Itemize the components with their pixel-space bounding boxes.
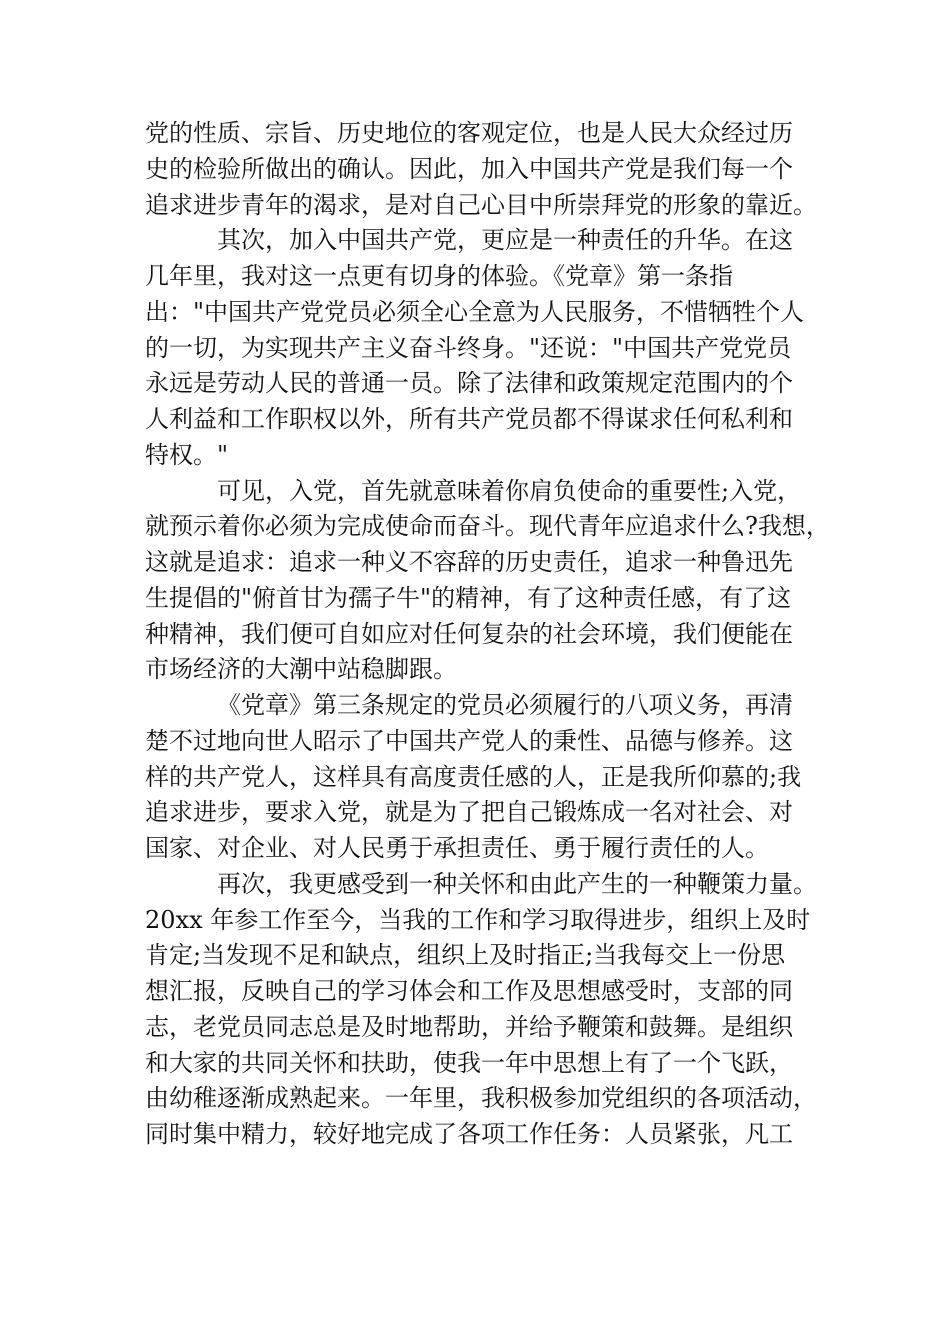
text-line: 和大家的共同关怀和扶助，使我一年中思想上有了一个飞跃， (145, 1048, 793, 1077)
text-line: 生提倡的"俯首甘为孺子牛"的精神，有了这种责任感，有了这 (145, 583, 792, 612)
text-line: 这就是追求：追求一种义不容辞的历史责任，追求一种鲁迅先 (145, 548, 793, 576)
text-line: 想汇报，反映自己的学习体会和工作及思想感受时，支部的同 (145, 977, 793, 1005)
text-line: 的一切，为实现共产主义奋斗终身。"还说："中国共产党党员 (145, 333, 792, 362)
text-line: 特权。" (145, 440, 229, 469)
text-line: 志，老党员同志总是及时地帮助，并给予鞭策和鼓舞。是组织 (145, 1012, 793, 1041)
text-line: 史的检验所做出的确认。因此，加入中国共产党是我们每一个 (145, 154, 793, 183)
text-line: 由幼稚逐渐成熟起来。一年里，我积极参加党组织的各项活动， (145, 1084, 817, 1113)
text-line: 种精神，我们便可自如应对任何复杂的社会环境，我们便能在 (145, 619, 793, 648)
text-line: 楚不过地向世人昭示了中国共产党人的秉性、品德与修养。这 (145, 726, 793, 755)
text-line: 党的性质、宗旨、历史地位的客观定位，也是人民大众经过历 (145, 119, 793, 147)
text-line: 追求进步青年的渴求，是对自己心目中所崇拜党的形象的靠近。 (145, 190, 817, 219)
text-line: 出："中国共产党党员必须全心全意为人民服务，不惜牺牲个人 (145, 297, 805, 326)
paragraph-start-line: 可见，入党，首先就意味着你肩负使命的重要性;入党， (217, 476, 802, 505)
text-line: 样的共产党人，这样具有高度责任感的人，正是我所仰慕的;我 (145, 762, 802, 791)
text-line: 国家、对企业、对人民勇于承担责任、勇于履行责任的人。 (145, 834, 769, 862)
text-line: 肯定;当发现不足和缺点，组织上及时指正;当我每交上一份思 (145, 941, 786, 970)
document-page (145, 116, 830, 1153)
text-line: 就预示着你必须为完成使命而奋斗。现代青年应追求什么?我想， (145, 512, 830, 541)
text-line: 人利益和工作职权以外，所有共产党员都不得谋求任何私利和 (145, 405, 793, 433)
text-line: 市场经济的大潮中站稳脚跟。 (145, 655, 457, 684)
text-line: 永远是劳动人民的普通一员。除了法律和政策规定范围内的个 (145, 369, 793, 398)
text-line: 20xx 年参工作至今，当我的工作和学习取得进步，组织上及时 (145, 905, 811, 934)
paragraph-start-line: 其次，加入中国共产党，更应是一种责任的升华。在这 (217, 226, 793, 255)
text-line: 几年里，我对这一点更有切身的体验。《党章》第一条指 (145, 262, 733, 290)
paragraph-start-line: 《党章》第三条规定的党员必须履行的八项义务，再清 (217, 691, 793, 719)
paragraph-start-line: 再次，我更感受到一种关怀和由此产生的一种鞭策力量。 (217, 869, 817, 898)
text-line: 追求进步，要求入党，就是为了把自己锻炼成一名对社会、对 (145, 798, 793, 827)
text-line: 同时集中精力，较好地完成了各项工作任务：人员紧张，凡工 (145, 1120, 793, 1148)
